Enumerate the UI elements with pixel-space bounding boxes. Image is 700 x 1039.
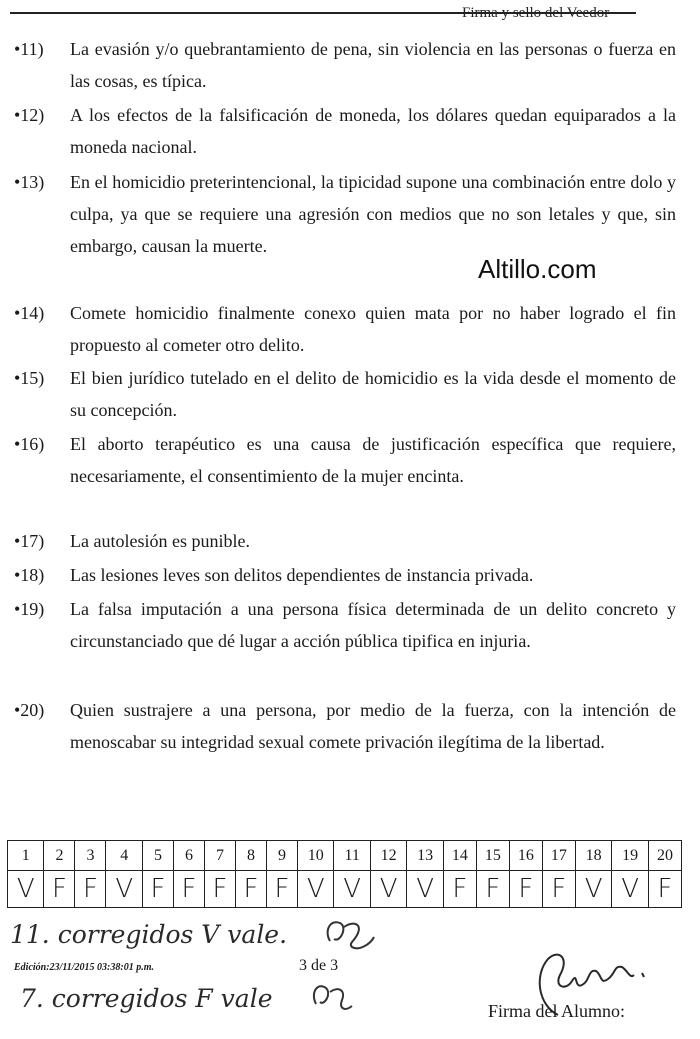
answer-number-cell: 18: [575, 841, 611, 871]
question-text: El bien jurídico tutelado en el delito de homicidio es la vida desde el momento de su concepción.: [70, 368, 676, 420]
answer-cell: F: [204, 871, 235, 908]
question-number: •13): [14, 172, 45, 192]
answer-cell: V: [370, 871, 406, 908]
answer-number-cell: 8: [235, 841, 266, 871]
answer-number-cell: 15: [476, 841, 509, 871]
answer-number-cell: 1: [8, 841, 44, 871]
edition-timestamp: Edición:23/11/2015 03:38:01 p.m.: [14, 962, 154, 973]
answer-cell: F: [44, 871, 75, 908]
answer-number-cell: 7: [204, 841, 235, 871]
answer-number-cell: 4: [106, 841, 142, 871]
grader-initials-2: [308, 978, 368, 1018]
question-number: •17): [14, 531, 45, 551]
answer-number-cell: 9: [266, 841, 297, 871]
header-line: [10, 5, 636, 21]
answer-cell: V: [334, 871, 370, 908]
answer-cell: F: [173, 871, 204, 908]
question-number: •18): [14, 565, 45, 585]
question-number: •15): [14, 368, 45, 388]
answer-cell: F: [443, 871, 476, 908]
question-number: •11): [14, 39, 44, 59]
answer-number-cell: 17: [542, 841, 575, 871]
question-number: •20): [14, 700, 45, 720]
answer-number-row: [8, 841, 682, 871]
header-text: Firma y sello del Veedor: [462, 5, 610, 21]
answer-number-cell: 10: [297, 841, 333, 871]
answer-cell: V: [575, 871, 611, 908]
page-number: 3 de 3: [299, 957, 339, 974]
answer-cell: V: [612, 871, 648, 908]
question-number: •19): [14, 599, 45, 619]
answer-number-cell: 11: [334, 841, 370, 871]
question-text: La autolesión es punible.: [70, 531, 250, 551]
question-number: •16): [14, 434, 45, 454]
answer-cell: F: [648, 871, 681, 908]
answer-number-cell: 6: [173, 841, 204, 871]
answer-cell: V: [8, 871, 44, 908]
answer-cell: F: [509, 871, 542, 908]
answer-cell: F: [476, 871, 509, 908]
answer-cell: F: [75, 871, 106, 908]
answer-number-cell: 20: [648, 841, 681, 871]
answer-cell: V: [407, 871, 443, 908]
question-number: •14): [14, 303, 45, 323]
answer-number-cell: 2: [44, 841, 75, 871]
question-text: La evasión y/o quebrantamiento de pena, sin violencia en las personas o fuerza en las cosas, es típica.: [70, 39, 676, 91]
answer-number-cell: 13: [407, 841, 443, 871]
answer-number-cell: 3: [75, 841, 106, 871]
answer-number-cell: 16: [509, 841, 542, 871]
question-number: •12): [14, 105, 45, 125]
answer-cell: V: [297, 871, 333, 908]
question-text: Comete homicidio finalmente conexo quien mata por no haber logrado el fin propuesto al cometer otro delito.: [70, 303, 676, 355]
question-text: El aborto terapéutico es una causa de justificación específica que requiere, necesariamente, el consentimiento de la mujer encinta.: [70, 434, 676, 486]
answer-cell: F: [542, 871, 575, 908]
question-text: Quien sustrajere a una persona, por medio de la fuerza, con la intención de menoscabar su integridad sexual comete privación ilegítima de la libertad.: [70, 700, 676, 752]
answer-number-cell: 14: [443, 841, 476, 871]
answer-number-cell: 19: [612, 841, 648, 871]
grader-initials-1: [322, 913, 392, 955]
question-text: En el homicidio preterintencional, la tipicidad supone una combinación entre dolo y culpa, ya que se requiere una agresión con medios que no son letales y que, sin embargo, causan la muerte.: [70, 172, 676, 256]
question-text: A los efectos de la falsificación de moneda, los dólares quedan equiparados a la moneda nacional.: [70, 105, 676, 157]
answer-table: [7, 840, 682, 908]
student-signature-label: Firma del Alumno:: [488, 1001, 625, 1021]
answer-value-row: [8, 871, 682, 908]
answer-cell: V: [106, 871, 142, 908]
answer-number-cell: 12: [370, 841, 406, 871]
handwritten-note-1: 11. corregidos V vale.: [10, 920, 288, 949]
answer-number-cell: 5: [142, 841, 173, 871]
answer-cell: F: [266, 871, 297, 908]
watermark: Altillo.com: [478, 254, 597, 284]
answer-cell: F: [142, 871, 173, 908]
handwritten-note-2: 7. corregidos F vale: [20, 984, 273, 1013]
question-text: La falsa imputación a una persona física determinada de un delito concreto y circunstanciado que dé lugar a acción pública tipifica en injuria.: [70, 599, 676, 651]
answer-cell: F: [235, 871, 266, 908]
question-text: Las lesiones leves son delitos dependientes de instancia privada.: [70, 565, 534, 585]
